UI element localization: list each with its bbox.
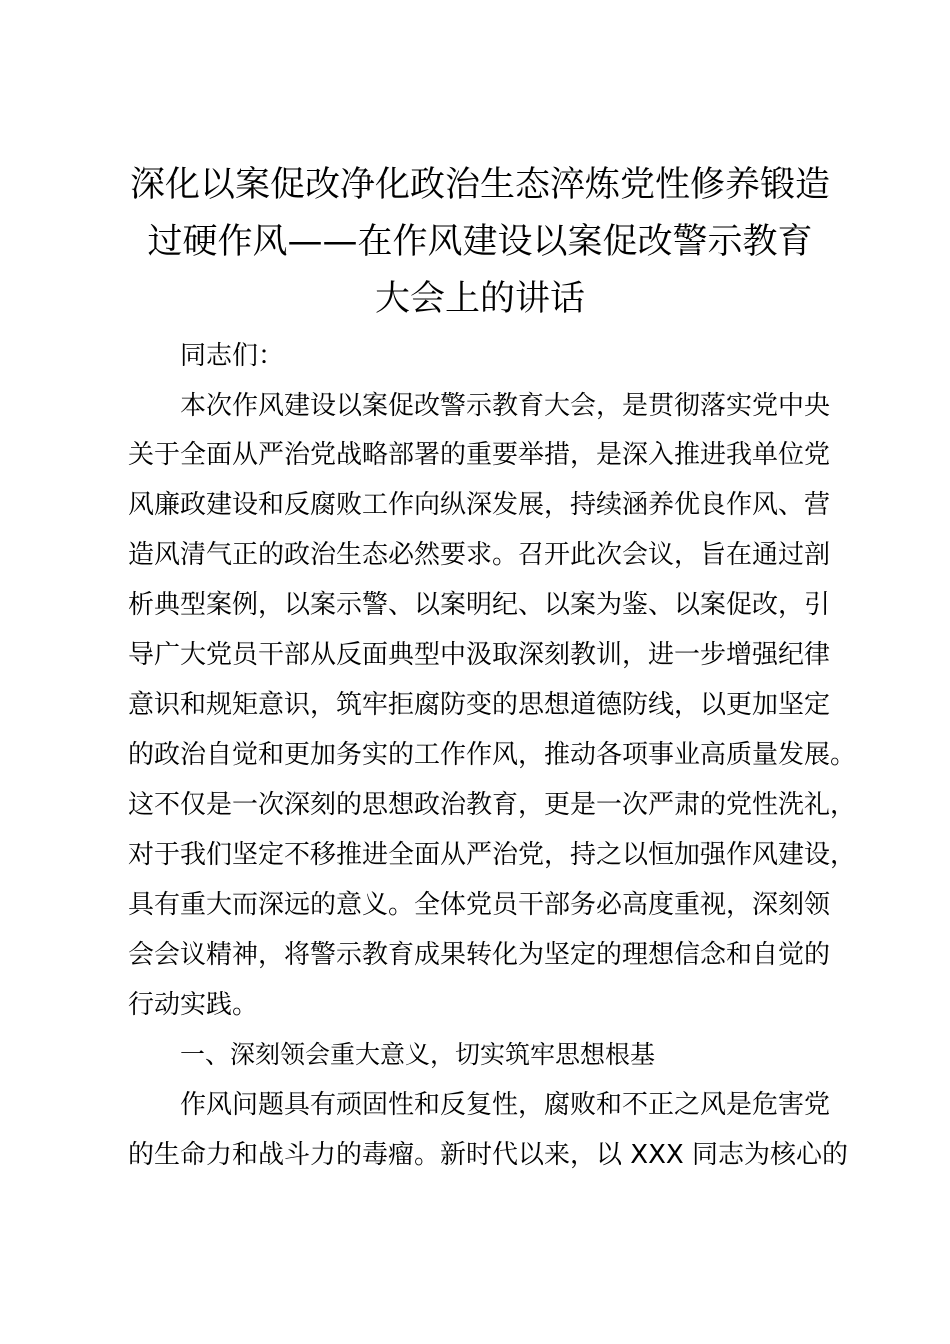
paragraph-line: 关于全面从严治党战略部署的重要举措，是深入推进我单位党 <box>128 440 831 470</box>
paragraph-line: 对于我们坚定不移推进全面从严治党，持之以恒加强作风建设， <box>128 840 857 870</box>
salutation: 同志们： <box>180 341 285 371</box>
paragraph-line: 风廉政建设和反腐败工作向纵深发展，持续涵养优良作风、营 <box>128 490 831 520</box>
paragraph-line: 作风问题具有顽固性和反复性，腐败和不正之风是危害党 <box>180 1090 831 1120</box>
paragraph-line: 本次作风建设以案促改警示教育大会，是贯彻落实党中央 <box>180 391 831 421</box>
paragraph-line: 会会议精神，将警示教育成果转化为坚定的理想信念和自觉的 <box>128 940 831 970</box>
paragraph-line: 的政治自觉和更加务实的工作作风，推动各项事业高质量发展。 <box>128 740 857 770</box>
document-title <box>110 157 850 328</box>
paragraph-line: 具有重大而深远的意义。全体党员干部务必高度重视，深刻领 <box>128 890 831 920</box>
paragraph-line: 造风清气正的政治生态必然要求。召开此次会议，旨在通过剖 <box>128 540 831 570</box>
paragraph-line: 的生命力和战斗力的毒瘤。新时代以来，以 XXX 同志为核心的 <box>128 1140 848 1170</box>
title-line: 大会上的讲话 <box>374 279 585 319</box>
section-heading: 一、深刻领会重大意义，切实筑牢思想根基 <box>180 1040 656 1069</box>
paragraph-line: 意识和规矩意识，筑牢拒腐防变的思想道德防线，以更加坚定 <box>128 690 831 720</box>
paragraph-line: 这不仅是一次深刻的思想政治教育，更是一次严肃的党性洗礼， <box>128 790 857 820</box>
paragraph-line: 导广大党员干部从反面典型中汲取深刻教训，进一步增强纪律 <box>128 640 831 670</box>
paragraph-line: 行动实践。 <box>128 990 259 1020</box>
title-line: 过硬作风——在作风建设以案促改警示教育 <box>147 222 813 262</box>
title-line: 深化以案促改净化政治生态淬炼党性修养锻造 <box>129 165 830 205</box>
paragraph-line: 析典型案例，以案示警、以案明纪、以案为鉴、以案促改，引 <box>128 590 831 620</box>
